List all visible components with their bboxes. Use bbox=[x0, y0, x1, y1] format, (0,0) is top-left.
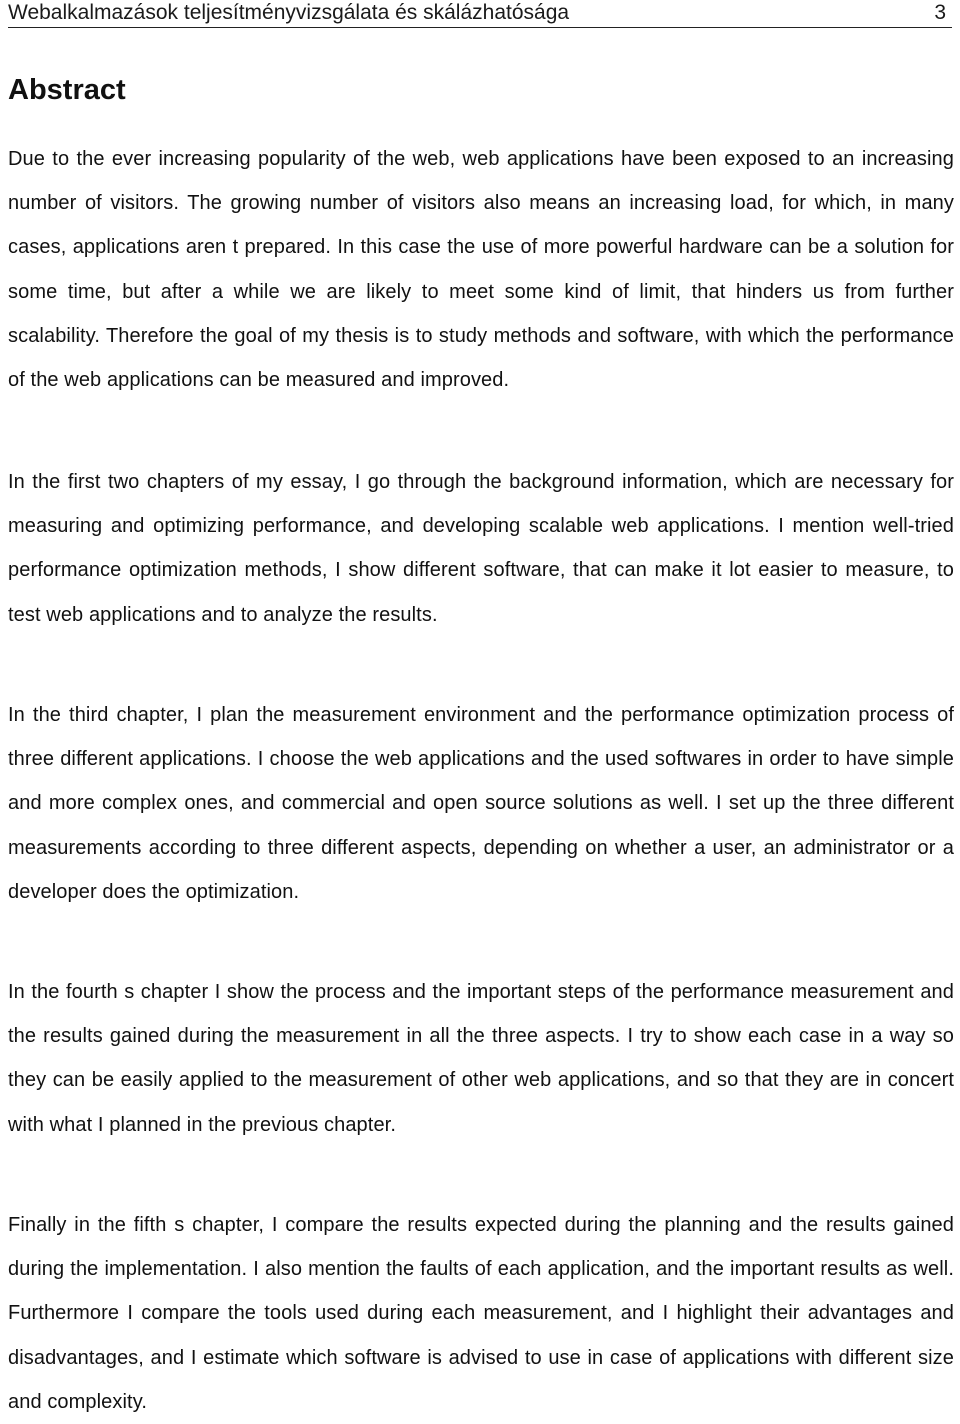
running-title: Webalkalmazások teljesítményvizsgálata és skálázhatósága bbox=[8, 1, 570, 24]
abstract-paragraph-5: Finally in the fifth s chapter, I compare the results expected during the planning and the results gained during the implementation. I also mention the faults of each application, and the important results as well. Furthermore I compare the tools used during each measurement, and I highlight their advantages and disadvantages, and I estimate which software is advised to use in case of applications with different size and complexity. bbox=[8, 1214, 954, 1413]
page-header bbox=[8, 0, 952, 28]
abstract-paragraph-2: In the first two chapters of my essay, I go through the background information, which are necessary for measuring and optimizing performance, and developing scalable web applications. I mention well-tried performance optimization methods, I show different software, that can make it lot easier to measure, to test web applications and to analyze the results. bbox=[8, 471, 954, 626]
section-title: Abstract bbox=[8, 74, 126, 106]
page-number: 3 bbox=[934, 1, 946, 24]
abstract-paragraph-4: In the fourth s chapter I show the process and the important steps of the performance measurement and the results gained during the measurement in all the three aspects. I try to show each case in a way so they can be easily applied to the measurement of other web applications, and so that they are in concert with what I planned in the previous chapter. bbox=[8, 981, 954, 1136]
abstract-paragraph-3: In the third chapter, I plan the measurement environment and the performance optimization process of three different applications. I choose the web applications and the used softwares in order to have simple and more complex ones, and commercial and open source solutions as well. I set up the three different measurements according to three different aspects, depending on whether a user, an administrator or a developer does the optimization. bbox=[8, 704, 954, 903]
abstract-paragraph-1: Due to the ever increasing popularity of the web, web applications have been exposed to an increasing number of visitors. The growing number of visitors also means an increasing load, for which, in many cases, applications aren t prepared. In this case the use of more powerful hardware can be a solution for some time, but after a while we are likely to meet some kind of limit, that hinders us from further scalability. Therefore the goal of my thesis is to study methods and software, with which the performance of the web applications can be measured and improved. bbox=[8, 148, 954, 392]
